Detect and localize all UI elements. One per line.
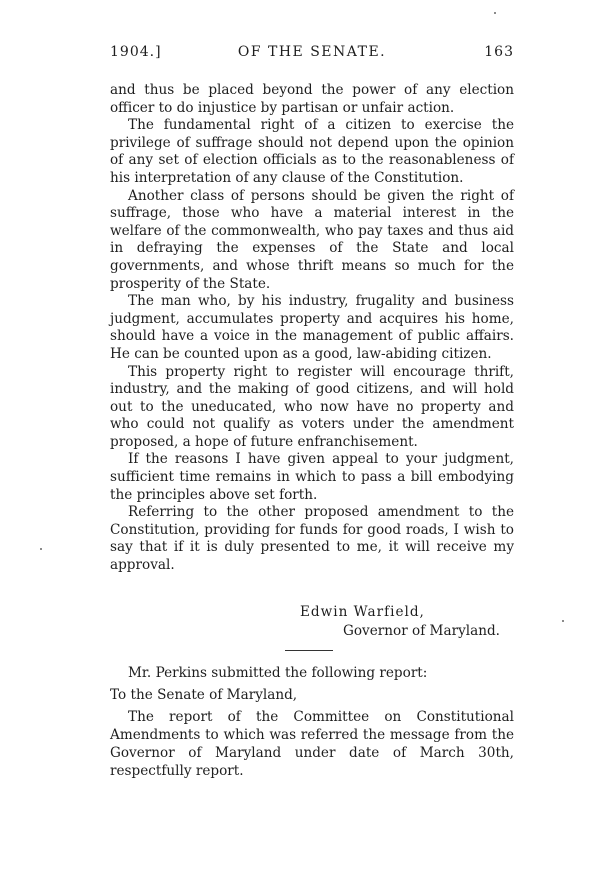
paragraph-4: The man who, by his industry, frugality and business judgment, accumulates property and acquires his home, should have a voice in the management of public affairs. He can be counted upon as a good, law-abiding citizen. bbox=[110, 293, 514, 362]
paragraph-5: This property right to register will encourage thrift, industry, and the making of good citizens, and will hold out to the uneducated, who now have no property and who could not qualify as voters under the amendment proposed, a hope of future enfranchisement. bbox=[110, 363, 514, 450]
scan-speck bbox=[40, 548, 42, 550]
header-title: OF THE SENATE. bbox=[237, 44, 387, 60]
paragraph-1: and thus be placed beyond the power of any election officer to do injustice by partisan or unfair action. bbox=[110, 82, 514, 116]
signature-title: Governor of Maryland. bbox=[343, 623, 500, 639]
scan-speck bbox=[562, 620, 564, 622]
header-page-number: 163 bbox=[484, 44, 514, 60]
message-body bbox=[110, 82, 514, 575]
committee-report bbox=[110, 664, 514, 780]
report-body: The report of the Committee on Constitutional Amendments to which was referred the message from the Governor of Maryland under date of March 30th, respectfully report. bbox=[110, 709, 514, 779]
paragraph-2: The fundamental right of a citizen to exercise the privilege of suffrage should not depend upon the opinion of any set of election officials as to the reasonableness of his interpretation of any clause of the Constitution. bbox=[110, 117, 514, 186]
section-divider bbox=[285, 650, 333, 651]
report-intro: Mr. Perkins submitted the following report: bbox=[128, 665, 428, 681]
header-year: 1904.] bbox=[110, 44, 162, 60]
paragraph-7: Referring to the other proposed amendment to the Constitution, providing for funds for good roads, I wish to say that if it is duly presented to me, it will receive my approval. bbox=[110, 504, 514, 574]
paragraph-6: If the reasons I have given appeal to your judgment, sufficient time remains in which to pass a bill embodying the principles above set forth. bbox=[110, 451, 514, 503]
paragraph-3: Another class of persons should be given the right of suffrage, those who have a material interest in the welfare of the commonwealth, who pay taxes and thus aid in defraying the expenses of the State and local governments, and whose thrift means so much for the prosperity of the State. bbox=[110, 187, 514, 292]
page-header bbox=[110, 44, 514, 64]
scan-speck bbox=[494, 12, 496, 14]
report-address: To the Senate of Maryland, bbox=[110, 687, 298, 703]
signature-name: Edwin Warfield, bbox=[300, 604, 425, 620]
